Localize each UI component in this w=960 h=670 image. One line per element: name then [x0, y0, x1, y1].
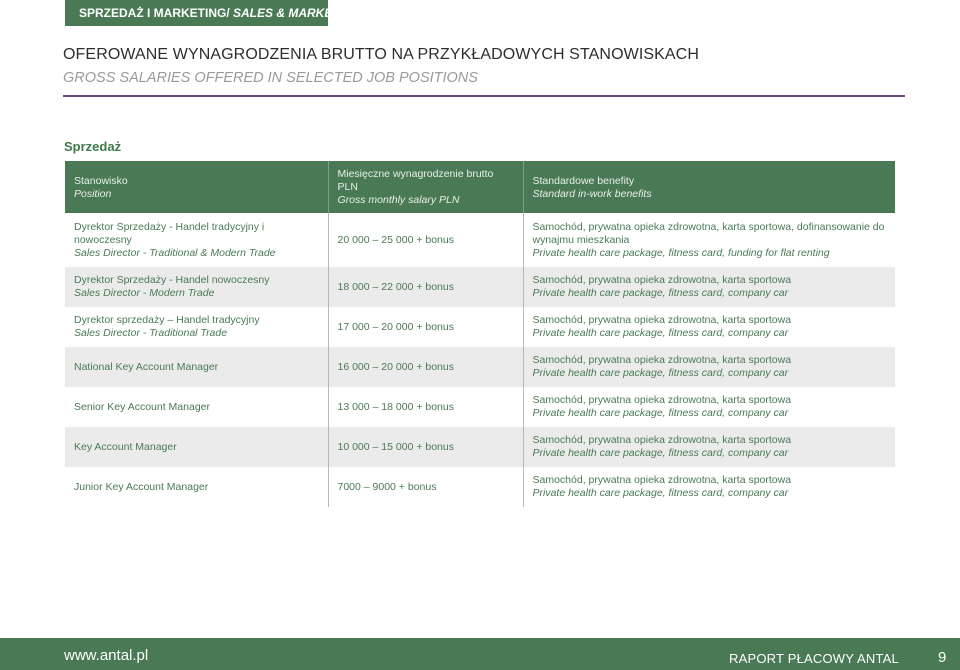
benefits-pl: Samochód, prywatna opieka zdrowotna, karta sportowa	[532, 354, 792, 366]
benefits-pl: Samochód, prywatna opieka zdrowotna, karta sportowa	[532, 474, 792, 486]
salary-cell: 18 000 – 22 000 + bonus	[328, 267, 523, 307]
column-header-position	[65, 161, 328, 213]
table-row	[65, 427, 895, 467]
position-pl: Dyrektor Sprzedaży - Handel tradycyjny i nowoczesny	[74, 220, 265, 246]
column-header-pl: Miesięczne wynagrodzenie brutto PLN	[337, 168, 494, 193]
position-cell	[65, 467, 328, 507]
benefits-en: Private health care package, fitness card, company car	[532, 327, 789, 339]
page-number: 9	[938, 649, 947, 666]
benefits-pl: Samochód, prywatna opieka zdrowotna, karta sportowa	[532, 394, 792, 406]
column-header-en: Gross monthly salary PLN	[337, 194, 460, 206]
benefits-en: Private health care package, fitness card, company car	[532, 287, 789, 299]
salary-cell: 16 000 – 20 000 + bonus	[328, 347, 523, 387]
column-header-salary	[328, 161, 523, 213]
position-en: Sales Director - Traditional & Modern Trade	[74, 246, 276, 259]
section-tab	[65, 0, 362, 26]
position-cell	[65, 307, 328, 347]
benefits-en: Private health care package, fitness card, company car	[532, 447, 789, 459]
position-pl: Junior Key Account Manager	[74, 480, 209, 493]
position-cell	[65, 213, 328, 267]
title-divider	[63, 95, 905, 97]
footer-report-title: RAPORT PŁACOWY ANTAL	[729, 651, 899, 666]
page-footer	[0, 638, 960, 670]
section-tab-en: SALES & MARKETING	[233, 6, 362, 20]
table-row	[65, 347, 895, 387]
benefits-cell	[523, 387, 895, 427]
position-en: Sales Director - Traditional Trade	[74, 327, 228, 339]
benefits-en: Private health care package, fitness card, company car	[532, 407, 789, 419]
benefits-cell	[523, 307, 895, 347]
footer-url: www.antal.pl	[64, 647, 149, 664]
salary-table	[65, 161, 895, 507]
table-row	[65, 387, 895, 427]
benefits-pl: Samochód, prywatna opieka zdrowotna, karta sportowa	[532, 434, 792, 446]
benefits-en: Private health care package, fitness card, company car	[532, 367, 789, 379]
column-header-pl: Standardowe benefity	[532, 174, 635, 187]
benefits-cell	[523, 213, 895, 267]
benefits-en: Private health care package, fitness card, company car	[532, 487, 789, 499]
position-pl: National Key Account Manager	[74, 360, 219, 373]
position-pl: Dyrektor sprzedaży – Handel tradycyjny	[74, 314, 260, 326]
table-row	[65, 307, 895, 347]
position-cell	[65, 267, 328, 307]
page-title: OFEROWANE WYNAGRODZENIA BRUTTO NA PRZYKŁADOWYCH STANOWISKACH	[63, 46, 699, 63]
salary-cell: 17 000 – 20 000 + bonus	[328, 307, 523, 347]
column-header-en: Position	[74, 187, 112, 200]
benefits-pl: Samochód, prywatna opieka zdrowotna, karta sportowa	[532, 274, 792, 286]
benefits-pl: Samochód, prywatna opieka zdrowotna, karta sportowa, dofinansowanie do wynajmu mieszkania	[532, 220, 885, 246]
column-header-en: Standard in-work benefits	[532, 187, 652, 200]
page-subtitle: GROSS SALARIES OFFERED IN SELECTED JOB POSITIONS	[63, 70, 478, 86]
position-pl: Key Account Manager	[74, 440, 177, 453]
table-row	[65, 267, 895, 307]
salary-cell: 13 000 – 18 000 + bonus	[328, 387, 523, 427]
benefits-cell	[523, 467, 895, 507]
column-header-pl: Stanowisko	[74, 174, 128, 187]
benefits-en: Private health care package, fitness card, funding for flat renting	[532, 246, 830, 259]
salary-cell: 7000 – 9000 + bonus	[328, 467, 523, 507]
position-cell	[65, 347, 328, 387]
column-header-benefits	[523, 161, 895, 213]
benefits-cell	[523, 347, 895, 387]
position-pl: Dyrektor Sprzedaży - Handel nowoczesny	[74, 274, 270, 286]
table-row	[65, 213, 895, 267]
position-cell	[65, 427, 328, 467]
table-header-row	[65, 161, 895, 213]
benefits-cell	[523, 267, 895, 307]
table-row	[65, 467, 895, 507]
benefits-pl: Samochód, prywatna opieka zdrowotna, karta sportowa	[532, 314, 792, 326]
position-cell	[65, 387, 328, 427]
salary-cell: 20 000 – 25 000 + bonus	[328, 213, 523, 267]
benefits-cell	[523, 427, 895, 467]
position-en: Sales Director - Modern Trade	[74, 287, 215, 299]
position-pl: Senior Key Account Manager	[74, 400, 210, 413]
salary-cell: 10 000 – 15 000 + bonus	[328, 427, 523, 467]
section-heading: Sprzedaż	[64, 139, 122, 154]
section-tab-pl: SPRZEDAŻ I MARKETING/	[79, 6, 234, 20]
